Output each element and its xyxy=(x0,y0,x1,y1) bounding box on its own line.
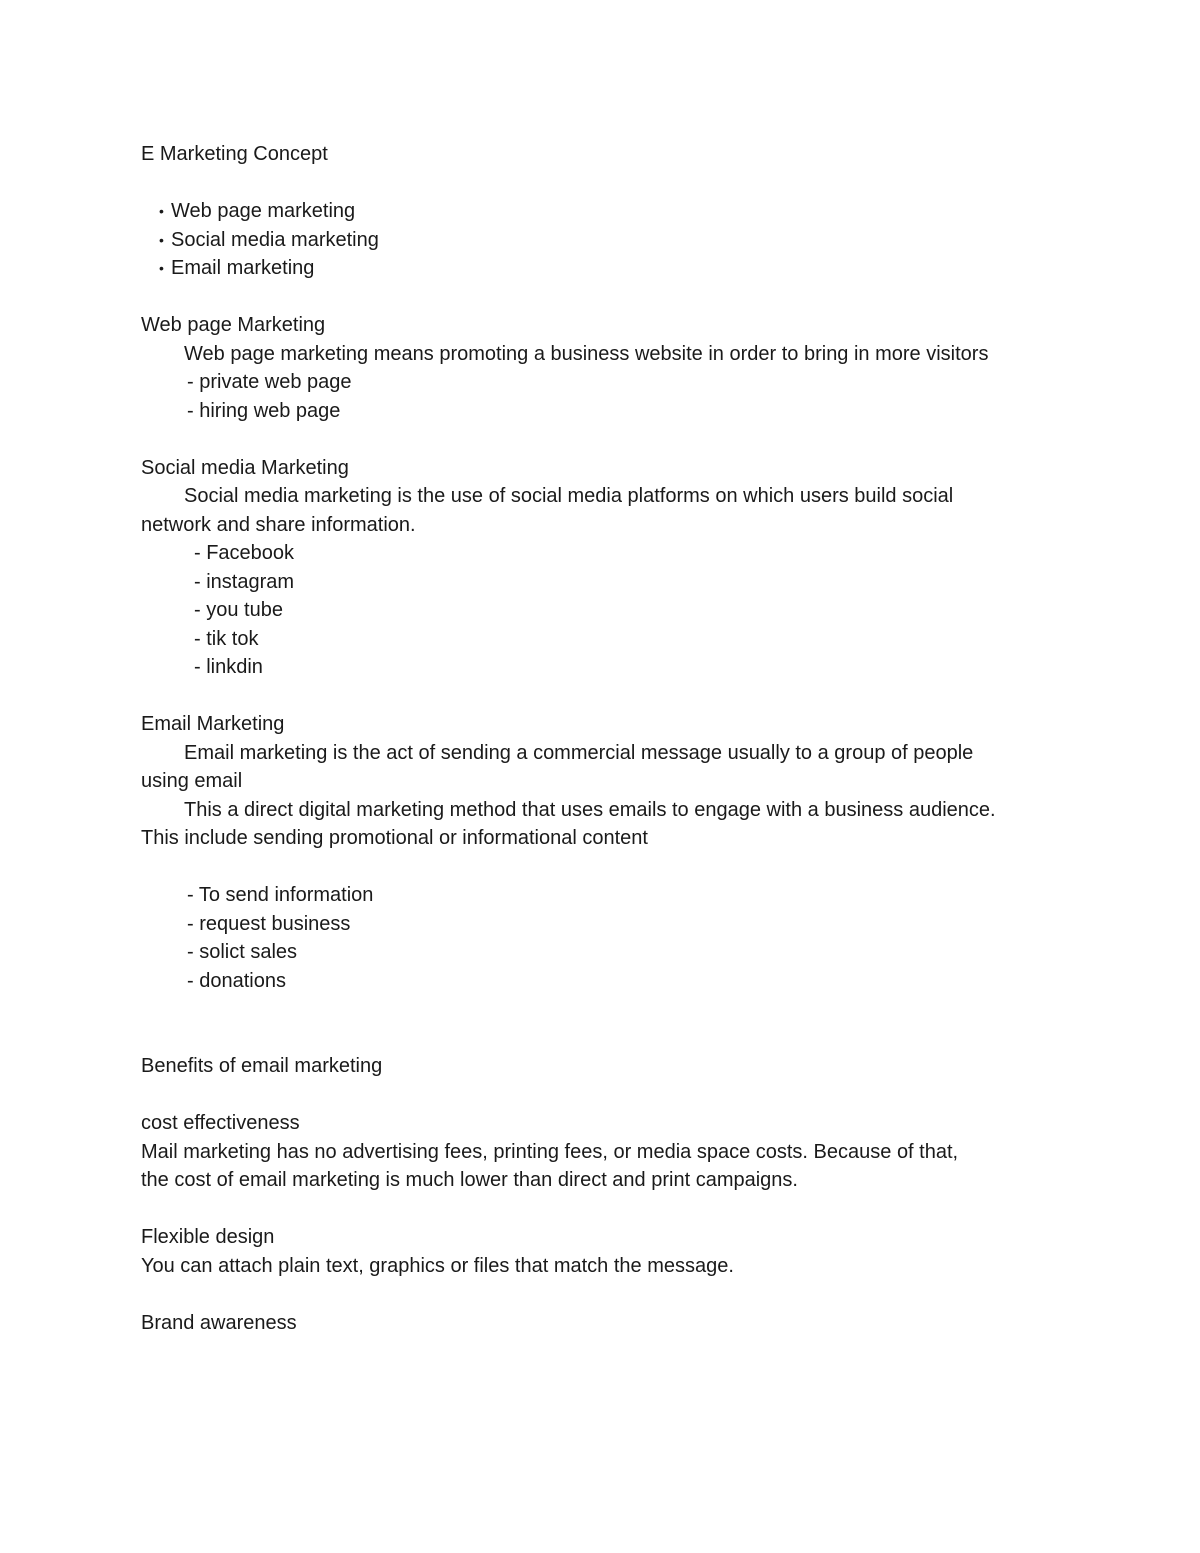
list-item: - hiring web page xyxy=(187,399,341,422)
social-media-description-cont: network and share information. xyxy=(141,513,416,536)
spacer xyxy=(141,1280,1081,1309)
spacer xyxy=(141,1081,1081,1110)
email-heading: Email Marketing xyxy=(141,713,285,735)
document-page xyxy=(141,140,1081,1337)
document-title: E Marketing Concept xyxy=(141,143,328,165)
bullet-icon: • xyxy=(159,260,164,276)
flexible-design-heading: Flexible design xyxy=(141,1226,275,1248)
spacer xyxy=(141,1024,1081,1053)
email-paragraph-2-cont: This include sending promotional or informational content xyxy=(141,827,648,849)
bullet-text: Web page marketing xyxy=(171,200,356,222)
list-item: - To send information xyxy=(187,884,374,906)
spacer xyxy=(141,995,1081,1024)
flexible-design-text: You can attach plain text, graphics or files that match the message. xyxy=(141,1254,734,1277)
bullet-icon: • xyxy=(159,203,164,219)
social-media-description: Social media marketing is the use of social media platforms on which users build social xyxy=(184,485,954,507)
list-item: - linkdin xyxy=(194,656,263,678)
cost-effectiveness-heading: cost effectiveness xyxy=(141,1112,300,1134)
bullet-text: Social media marketing xyxy=(171,228,379,251)
cost-effectiveness-text-cont: the cost of email marketing is much lower than direct and print campaigns. xyxy=(141,1169,798,1191)
list-item: - tik tok xyxy=(194,627,259,650)
social-media-heading: Social media Marketing xyxy=(141,456,349,479)
list-item: - solict sales xyxy=(187,941,298,963)
list-item: - request business xyxy=(187,912,351,935)
cost-effectiveness-text: Mail marketing has no advertising fees, printing fees, or media space costs. Because of that, xyxy=(141,1140,959,1163)
list-item: - you tube xyxy=(194,599,283,621)
list-item: - instagram xyxy=(194,570,295,593)
benefits-heading: Benefits of email marketing xyxy=(141,1055,383,1077)
list-item: - Facebook xyxy=(194,542,295,564)
web-page-heading: Web page Marketing xyxy=(141,314,326,336)
spacer xyxy=(141,169,1081,198)
spacer xyxy=(141,283,1081,312)
list-item xyxy=(141,254,1081,283)
email-paragraph-1: Email marketing is the act of sending a commercial message usually to a group of people xyxy=(184,741,974,764)
brand-awareness-heading: Brand awareness xyxy=(141,1311,297,1334)
web-page-description: Web page marketing means promoting a business website in order to bring in more visitors xyxy=(184,342,989,365)
list-item: - private web page xyxy=(187,371,352,393)
overview-bullet-list xyxy=(141,197,1081,283)
spacer xyxy=(141,853,1081,882)
list-item xyxy=(141,226,1081,255)
spacer xyxy=(141,682,1081,711)
email-paragraph-2: This a direct digital marketing method that uses emails to engage with a business audience. xyxy=(184,798,996,821)
email-paragraph-1-cont: using email xyxy=(141,770,243,792)
list-item xyxy=(141,197,1081,226)
spacer xyxy=(141,425,1081,454)
list-item: - donations xyxy=(187,969,286,992)
spacer xyxy=(141,1195,1081,1224)
bullet-text: Email marketing xyxy=(171,257,315,279)
bullet-icon: • xyxy=(159,231,164,248)
